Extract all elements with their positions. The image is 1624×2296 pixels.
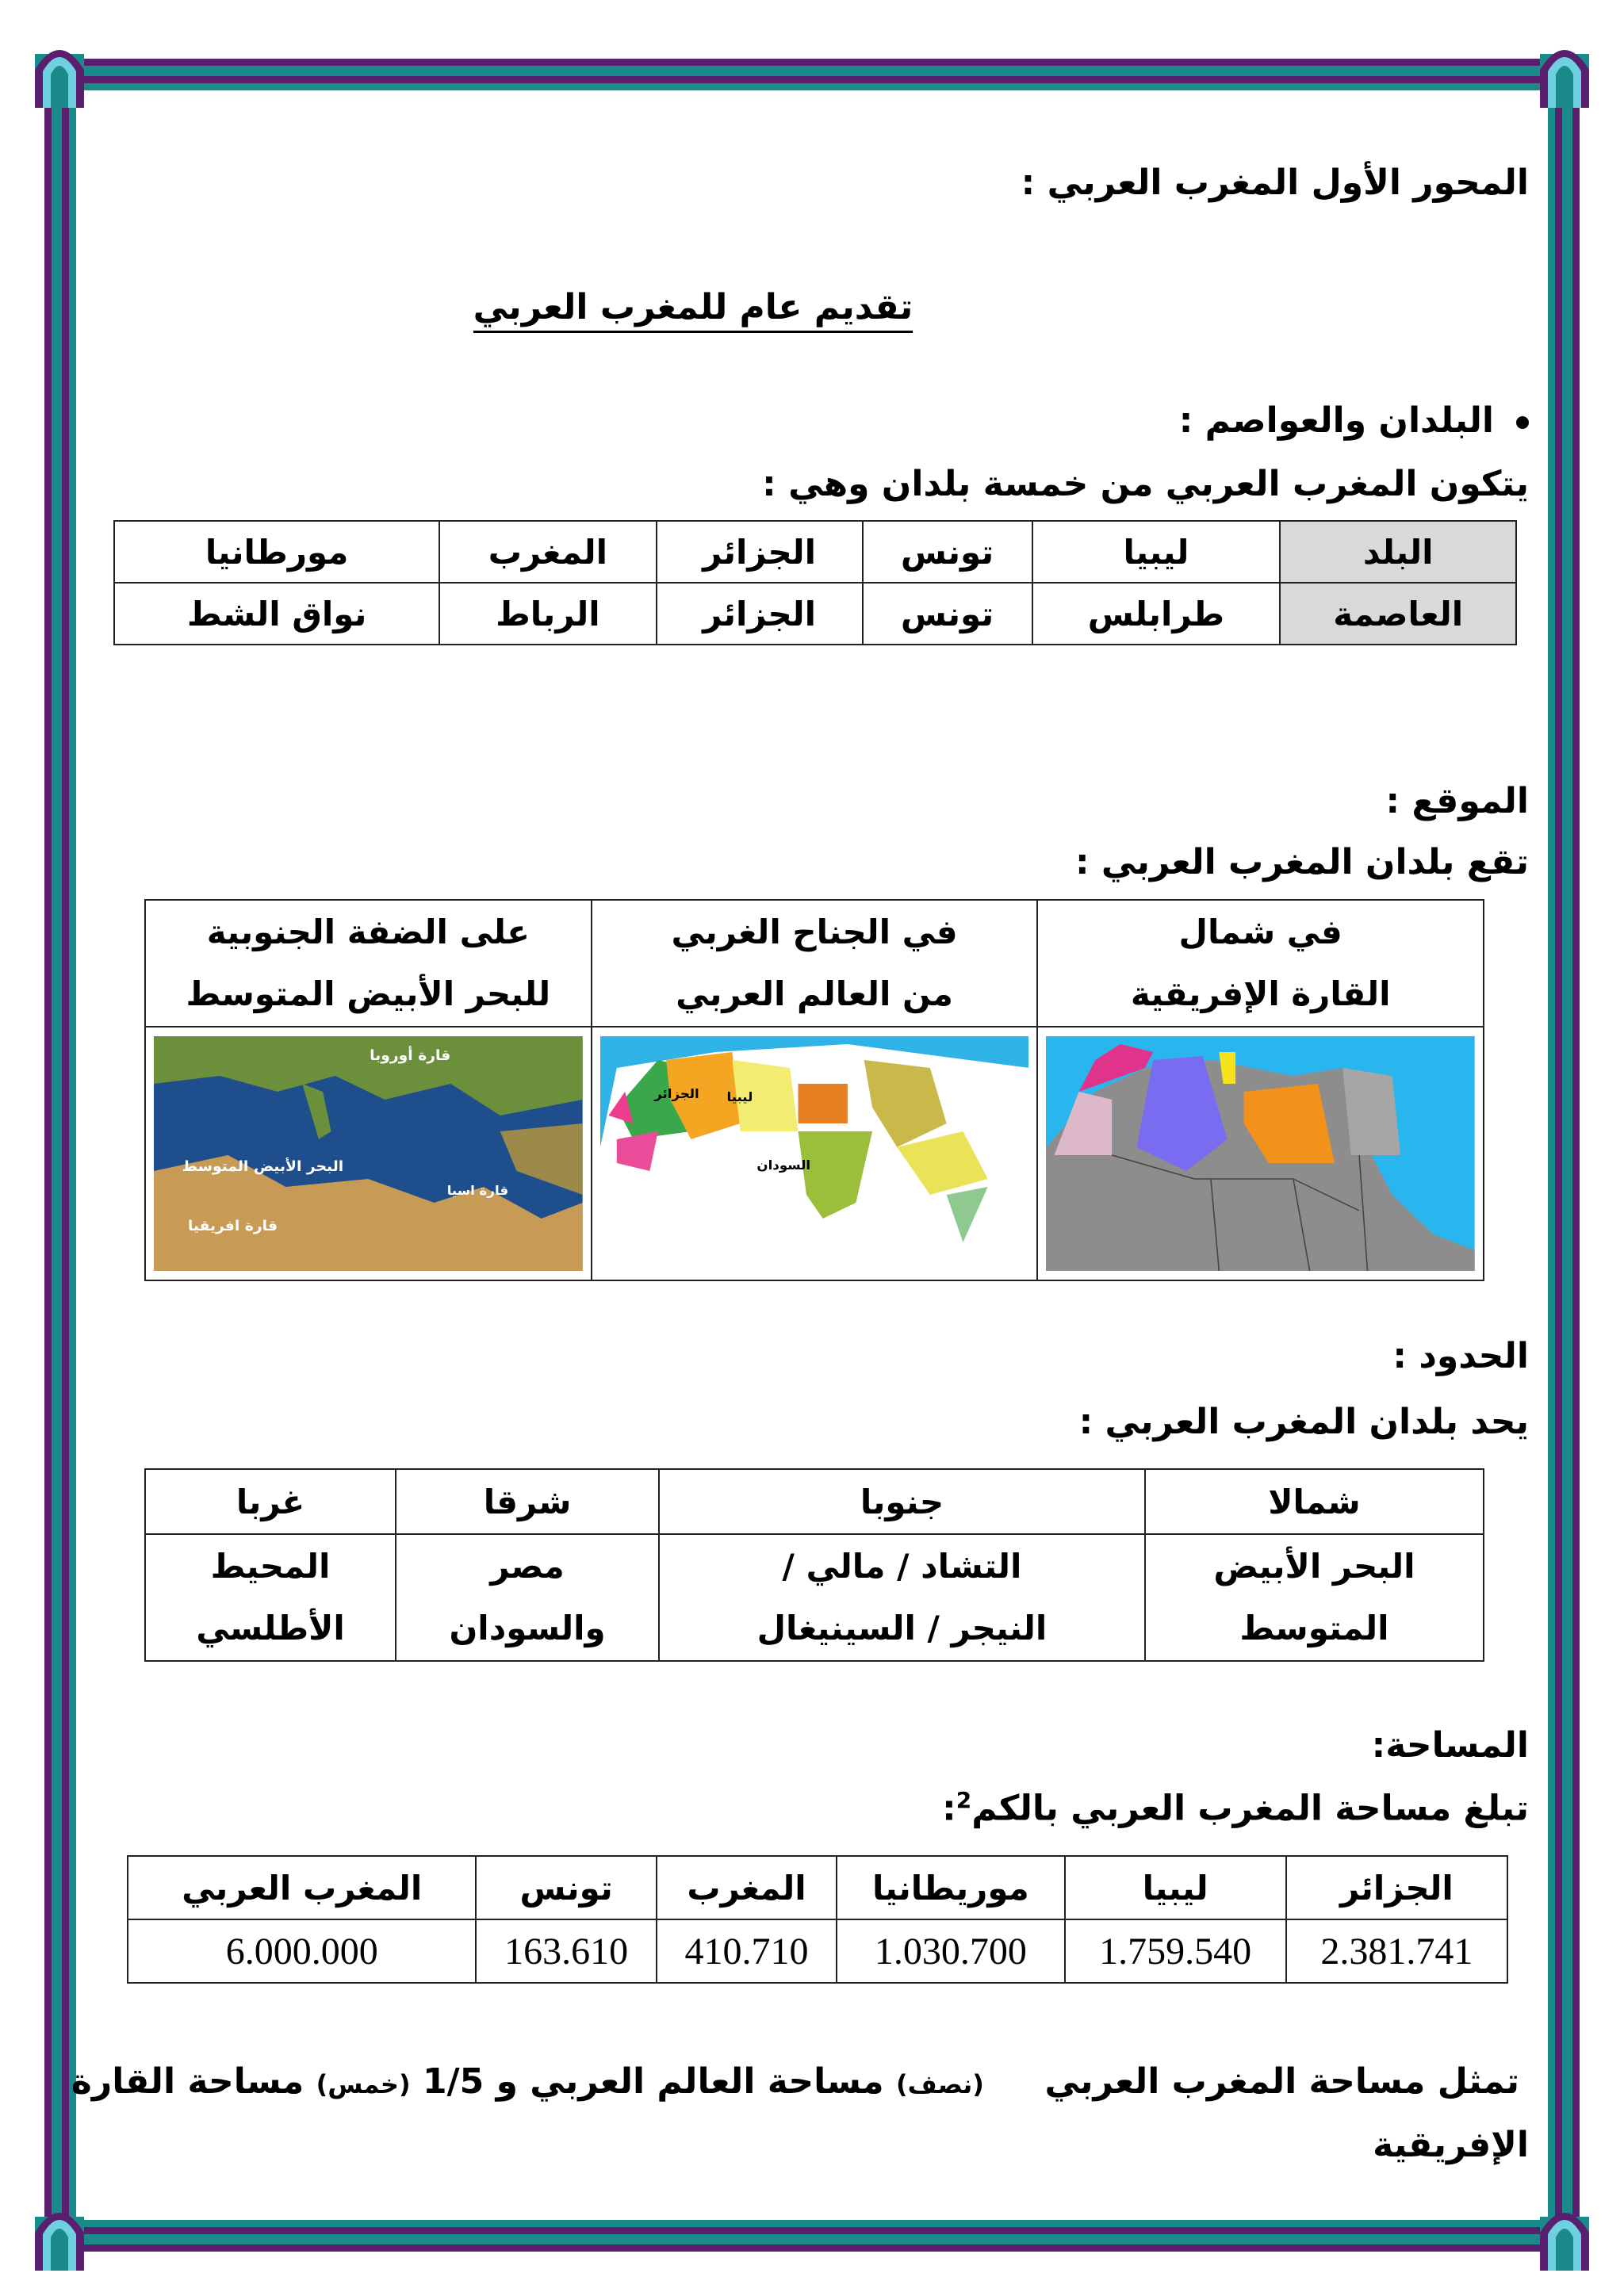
table-row [128,1919,1507,1983]
border-dir-west: غربا [145,1469,396,1534]
border-value-north: البحر الأبيض المتوسط [1145,1534,1484,1661]
borders-table [144,1468,1484,1662]
area-intro: تبلغ مساحة المغرب العربي بالكم$^2$: [942,1787,1529,1829]
map-cell [1037,1027,1484,1280]
area-country-name: المغرب العربي [128,1856,476,1919]
map-cell [592,1027,1038,1280]
page-title-wrapper [0,287,1624,333]
location-cell-north-africa: في شمال القارة الإفريقية [1037,900,1484,1027]
frame-top-border [48,59,1576,90]
area-heading: المساحة: [1371,1725,1529,1766]
table-row [114,583,1516,645]
table-row [145,1027,1484,1280]
area-country-name: الجزائر [1286,1856,1507,1919]
corner-ornament-icon [32,2201,87,2272]
border-dir-east: شرقا [396,1469,659,1534]
table-cell: طرابلس [1032,583,1281,645]
border-value-west: المحيط الأطلسي [145,1534,396,1661]
frame-right-border [1548,59,1580,2252]
map-label-europe: قارة أوروبا [370,1047,451,1064]
area-summary: تمثل مساحة المغرب العربي (نصف) مساحة العالم العربي و 1/5 (خمس) مساحة القارة [71,2061,1519,2102]
border-value-east: مصر والسودان [396,1534,659,1661]
area-country-name: المغرب [657,1856,837,1919]
countries-heading-text: البلدان والعواصم : [1178,400,1494,441]
countries-heading [1179,400,1529,441]
location-table [144,899,1484,1281]
map-cell [145,1027,592,1280]
table-cell: نواق الشط [114,583,439,645]
table-cell: المغرب [439,521,656,583]
location-heading: الموقع : [1385,781,1529,821]
corner-ornament-icon [32,38,87,109]
bullet-icon [1516,416,1529,429]
map-label-sudan: السودان [756,1158,810,1173]
area-country-name: موريطانيا [837,1856,1064,1919]
border-dir-south: جنوبا [659,1469,1145,1534]
table-cell: الجزائر [657,521,863,583]
countries-table [113,520,1517,645]
area-value: 1.759.540 [1065,1919,1286,1983]
table-cell: ليبيا [1032,521,1281,583]
table-row [114,521,1516,583]
area-value: 1.030.700 [837,1919,1064,1983]
table-cell: الرباط [439,583,656,645]
corner-ornament-icon [1537,2201,1592,2272]
axis-title: المحور الأول المغرب العربي : [1021,163,1529,203]
area-table [127,1855,1508,1984]
row-header-country: البلد [1280,521,1516,583]
area-country-name: تونس [476,1856,656,1919]
area-value: 163.610 [476,1919,656,1983]
area-value: 2.381.741 [1286,1919,1507,1983]
table-cell: الجزائر [657,583,863,645]
table-cell: تونس [863,521,1032,583]
mediterranean-map-image [154,1036,583,1271]
area-value: 410.710 [657,1919,837,1983]
location-cell-western-wing: في الجناح الغربي من العالم العربي [592,900,1038,1027]
page-title: تقديم عام للمغرب العربي [473,287,914,333]
map-label-asia: قارة اسيا [446,1183,509,1198]
location-cell-south-med: على الضفة الجنوبية للبحر الأبيض المتوسط [145,900,592,1027]
table-cell: تونس [863,583,1032,645]
table-row [145,1534,1484,1661]
arab-world-map-image [600,1036,1029,1271]
table-cell: مورطانيا [114,521,439,583]
table-row [145,900,1484,1027]
frame-left-border [44,59,76,2252]
map-label-libya: ليبيا [726,1089,753,1104]
africa-map-image [1046,1036,1475,1271]
row-header-capital: العاصمة [1280,583,1516,645]
borders-intro: يحد بلدان المغرب العربي : [1078,1402,1529,1442]
frame-bottom-border [48,2220,1576,2252]
table-row [128,1856,1507,1919]
border-dir-north: شمالا [1145,1469,1484,1534]
map-label-sea: البحر الأبيض المتوسط [182,1158,344,1175]
location-intro: تقع بلدان المغرب العربي : [1074,842,1529,882]
table-row [145,1469,1484,1534]
map-label-africa: قارة افريقيا [187,1218,278,1234]
border-value-south: التشاد / مالي / النيجر / السينيغال [659,1534,1145,1661]
area-summary-line2: الإفريقية [1373,2125,1529,2165]
area-value: 6.000.000 [128,1919,476,1983]
borders-heading: الحدود : [1392,1336,1529,1376]
corner-ornament-icon [1537,38,1592,109]
area-country-name: ليبيا [1065,1856,1286,1919]
countries-intro: يتكون المغرب العربي من خمسة بلدان وهي : [762,464,1529,504]
map-label-algeria: الجزائر [653,1086,699,1101]
